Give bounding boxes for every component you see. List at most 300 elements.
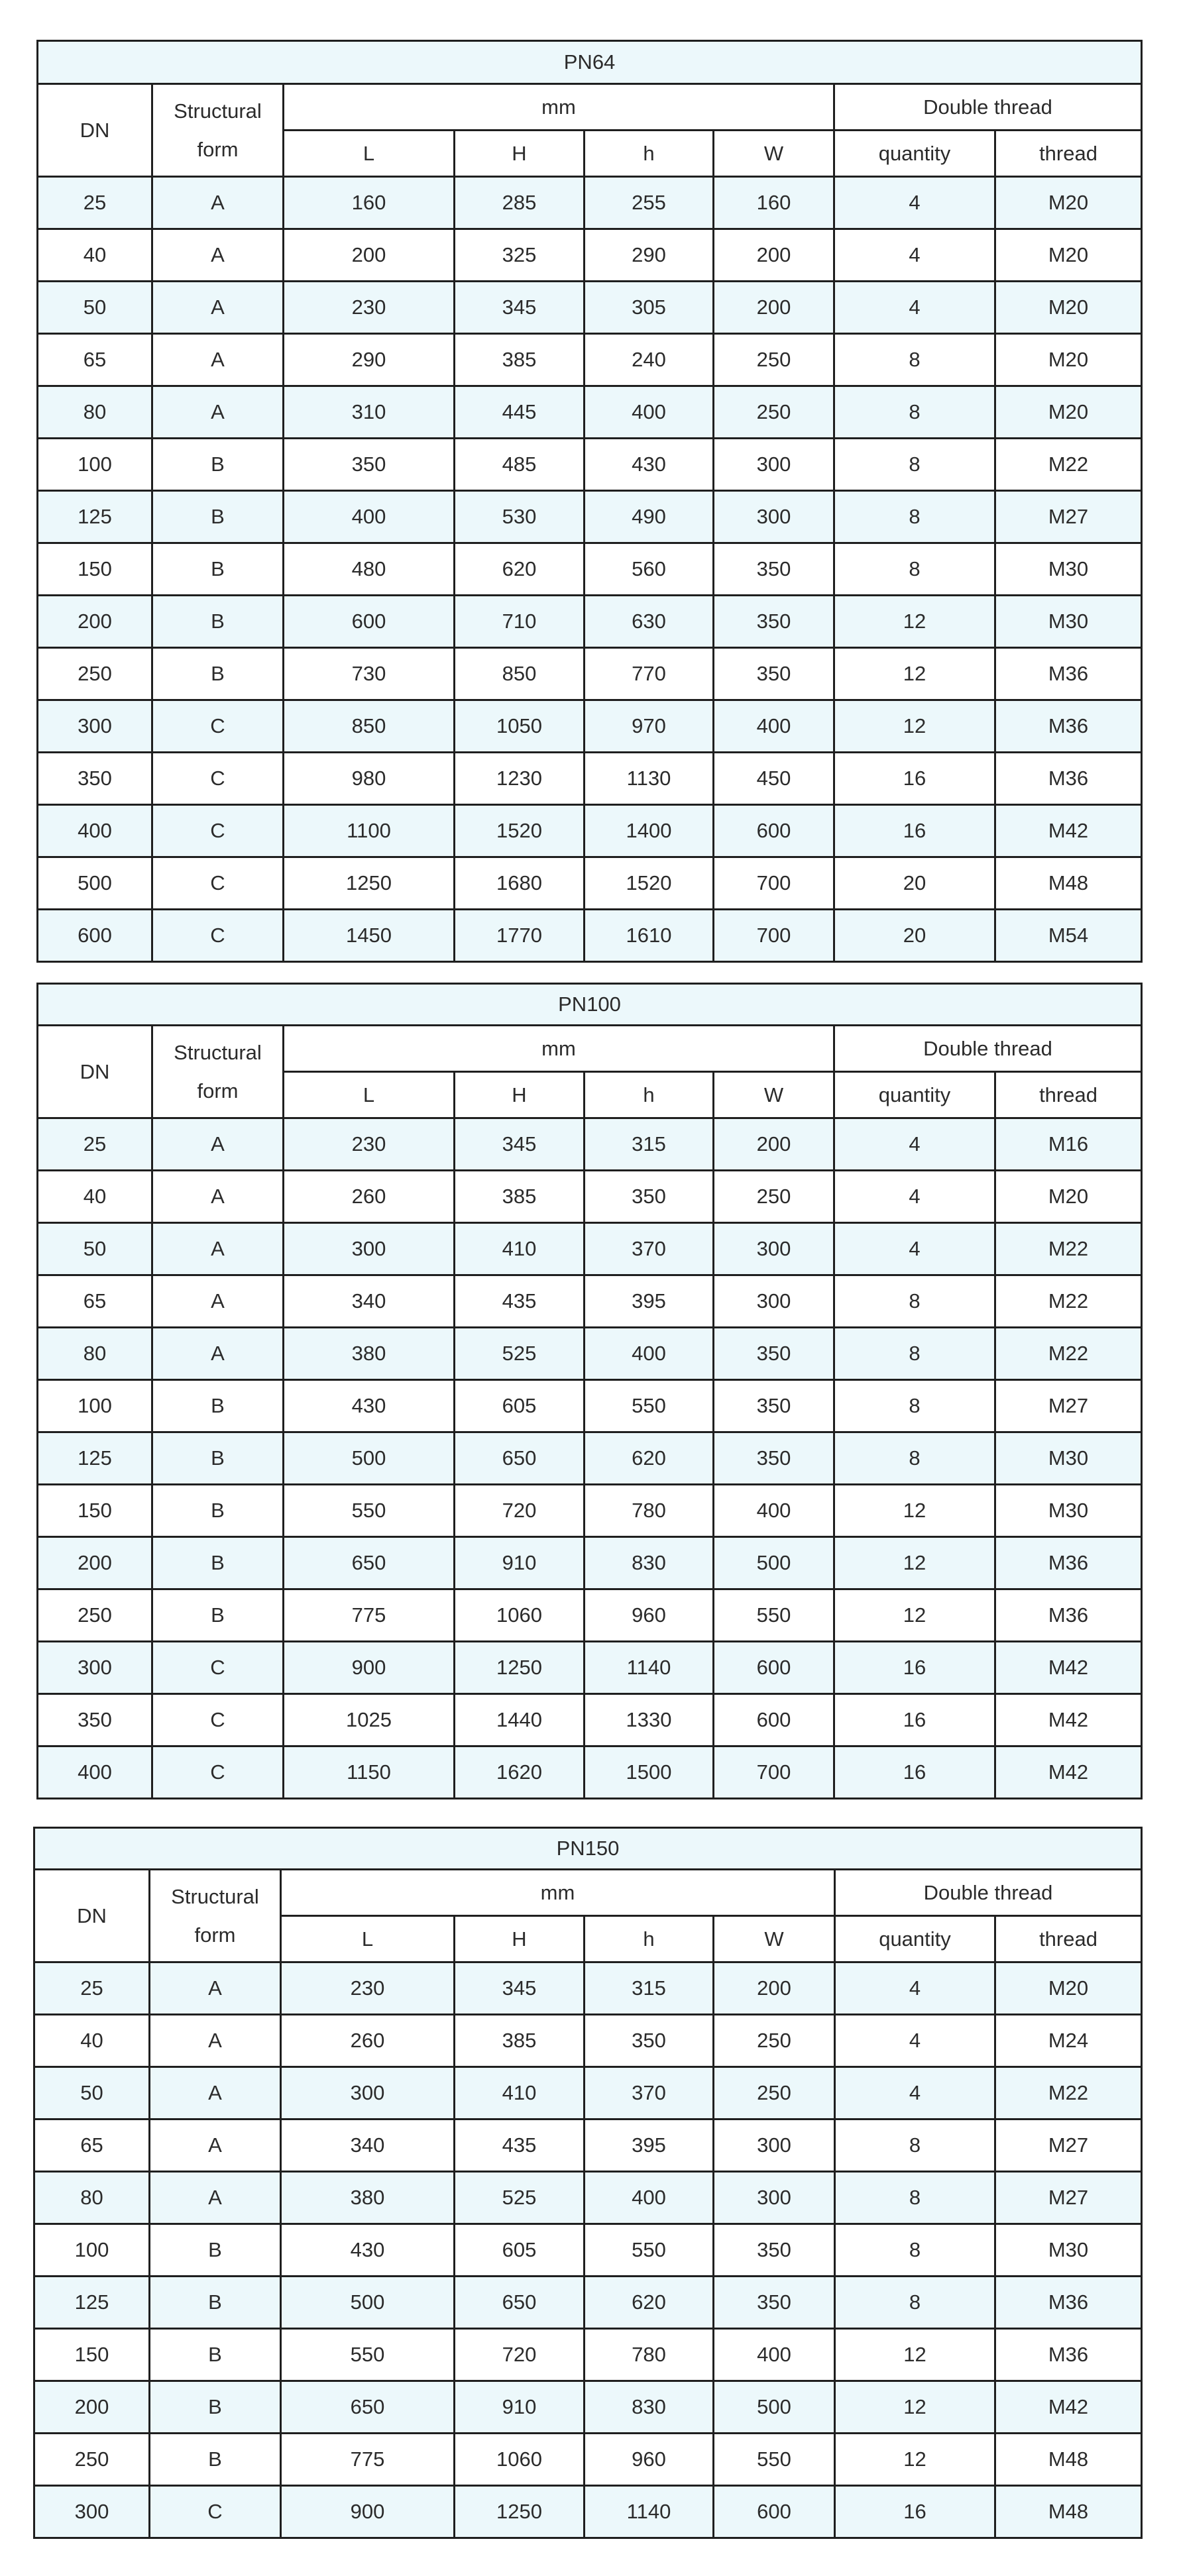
dn-header: DN (34, 1870, 150, 1962)
mm-header: mm (284, 1026, 834, 1072)
h-lower-cell: 620 (585, 1432, 714, 1485)
table-row (34, 1962, 1142, 2015)
l-cell: 500 (281, 2277, 455, 2329)
h-upper-cell: 1680 (455, 857, 585, 910)
h-lower-cell: 350 (585, 2015, 714, 2067)
h-lower-cell: 1500 (585, 1746, 714, 1799)
structural-form-cell: A (150, 2067, 281, 2120)
thread-cell: M27 (995, 2120, 1142, 2172)
h-lower-cell: 400 (585, 1328, 714, 1380)
dn-cell: 150 (38, 543, 152, 596)
l-cell: 775 (281, 2434, 455, 2486)
thread-cell: M42 (995, 805, 1142, 857)
h-upper-cell: 435 (455, 1275, 585, 1328)
thread-cell: M22 (995, 1223, 1142, 1275)
h-upper-cell: 1620 (455, 1746, 585, 1799)
table-row (34, 2172, 1142, 2224)
h-upper-cell: 1770 (455, 910, 585, 962)
structural-form-cell: A (152, 177, 284, 229)
w-cell: 350 (714, 2277, 835, 2329)
table-row (34, 2015, 1142, 2067)
l-cell: 300 (281, 2067, 455, 2120)
h-upper-cell: 720 (455, 2329, 585, 2381)
thread-header: thread (995, 1072, 1142, 1118)
table-body (38, 1118, 1142, 1799)
h-upper-cell: 410 (455, 1223, 585, 1275)
h-lower-cell: 395 (585, 2120, 714, 2172)
h-lower-cell: 395 (585, 1275, 714, 1328)
table-body (38, 177, 1142, 962)
w-header: W (714, 131, 834, 177)
h-lower-cell: 550 (585, 2224, 714, 2277)
thread-cell: M36 (995, 648, 1142, 700)
dn-cell: 25 (34, 1962, 150, 2015)
structural-form-cell: C (152, 700, 284, 753)
table-row (38, 1328, 1142, 1380)
h-lower-header: h (585, 1916, 714, 1962)
table-row (38, 543, 1142, 596)
thread-header: thread (995, 131, 1142, 177)
w-cell: 600 (714, 1694, 834, 1746)
h-lower-cell: 970 (585, 700, 714, 753)
table-row (38, 1537, 1142, 1589)
h-upper-cell: 850 (455, 648, 585, 700)
h-upper-cell: 445 (455, 386, 585, 439)
l-cell: 300 (284, 1223, 455, 1275)
quantity-cell: 12 (834, 1537, 995, 1589)
table-row (38, 1223, 1142, 1275)
quantity-cell: 8 (834, 334, 995, 386)
quantity-cell: 4 (834, 229, 995, 282)
table-row (38, 1432, 1142, 1485)
l-cell: 430 (284, 1380, 455, 1432)
h-upper-cell: 525 (455, 2172, 585, 2224)
w-cell: 350 (714, 1328, 834, 1380)
l-cell: 730 (284, 648, 455, 700)
thread-cell: M36 (995, 2329, 1142, 2381)
quantity-cell: 8 (835, 2120, 995, 2172)
quantity-cell: 8 (834, 1328, 995, 1380)
thread-cell: M16 (995, 1118, 1142, 1171)
dn-header: DN (38, 84, 152, 177)
structural-form-cell: B (152, 1537, 284, 1589)
h-lower-cell: 255 (585, 177, 714, 229)
h-upper-cell: 620 (455, 543, 585, 596)
h-upper-cell: 345 (455, 1962, 585, 2015)
quantity-cell: 8 (834, 543, 995, 596)
structural-form-cell: C (152, 857, 284, 910)
quantity-cell: 4 (834, 1118, 995, 1171)
quantity-cell: 4 (835, 2067, 995, 2120)
l-cell: 480 (284, 543, 455, 596)
double-thread-header: Double thread (834, 84, 1142, 131)
structural-form-cell: A (150, 1962, 281, 2015)
l-cell: 850 (284, 700, 455, 753)
l-cell: 1150 (284, 1746, 455, 1799)
table-row (38, 439, 1142, 491)
table-row (38, 805, 1142, 857)
dn-cell: 25 (38, 177, 152, 229)
quantity-cell: 16 (834, 1642, 995, 1694)
quantity-cell: 8 (834, 439, 995, 491)
l-cell: 340 (284, 1275, 455, 1328)
h-upper-cell: 385 (455, 2015, 585, 2067)
thread-cell: M30 (995, 596, 1142, 648)
table-row (34, 2434, 1142, 2486)
thread-cell: M54 (995, 910, 1142, 962)
dn-cell: 300 (38, 1642, 152, 1694)
w-cell: 600 (714, 1642, 834, 1694)
quantity-cell: 8 (835, 2277, 995, 2329)
thread-cell: M27 (995, 1380, 1142, 1432)
quantity-cell: 12 (834, 1485, 995, 1537)
h-upper-cell: 525 (455, 1328, 585, 1380)
w-cell: 450 (714, 753, 834, 805)
table-row (38, 177, 1142, 229)
l-cell: 650 (284, 1537, 455, 1589)
spec-table-pn150 (33, 1827, 1143, 2539)
dn-cell: 200 (38, 596, 152, 648)
structural-form-cell: A (152, 1328, 284, 1380)
w-cell: 400 (714, 700, 834, 753)
quantity-cell: 16 (834, 805, 995, 857)
h-lower-cell: 1330 (585, 1694, 714, 1746)
w-cell: 500 (714, 1537, 834, 1589)
quantity-cell: 4 (835, 1962, 995, 2015)
quantity-cell: 8 (834, 1275, 995, 1328)
dn-cell: 350 (38, 753, 152, 805)
h-lower-cell: 770 (585, 648, 714, 700)
table-row (38, 596, 1142, 648)
thread-cell: M20 (995, 177, 1142, 229)
w-cell: 350 (714, 543, 834, 596)
dn-cell: 250 (38, 1589, 152, 1642)
h-lower-cell: 960 (585, 2434, 714, 2486)
table-row (38, 491, 1142, 543)
h-lower-cell: 830 (585, 1537, 714, 1589)
w-cell: 200 (714, 229, 834, 282)
h-upper-cell: 605 (455, 2224, 585, 2277)
table-row (34, 2486, 1142, 2538)
thread-cell: M22 (995, 439, 1142, 491)
w-cell: 200 (714, 1962, 835, 2015)
table-row (38, 700, 1142, 753)
quantity-cell: 12 (835, 2434, 995, 2486)
w-cell: 700 (714, 857, 834, 910)
quantity-cell: 8 (835, 2172, 995, 2224)
dn-cell: 25 (38, 1118, 152, 1171)
l-cell: 230 (284, 1118, 455, 1171)
structural-form-cell: A (150, 2172, 281, 2224)
w-cell: 550 (714, 1589, 834, 1642)
thread-cell: M36 (995, 1537, 1142, 1589)
structural-form-cell: A (152, 1171, 284, 1223)
dn-cell: 80 (38, 386, 152, 439)
w-header: W (714, 1072, 834, 1118)
l-cell: 290 (284, 334, 455, 386)
h-lower-cell: 315 (585, 1962, 714, 2015)
quantity-cell: 16 (834, 1746, 995, 1799)
h-lower-cell: 1400 (585, 805, 714, 857)
h-lower-cell: 400 (585, 386, 714, 439)
w-cell: 250 (714, 2067, 835, 2120)
thread-cell: M36 (995, 1589, 1142, 1642)
h-upper-cell: 910 (455, 2381, 585, 2434)
l-cell: 900 (284, 1642, 455, 1694)
quantity-cell: 4 (834, 177, 995, 229)
h-lower-cell: 630 (585, 596, 714, 648)
l-cell: 650 (281, 2381, 455, 2434)
table-row (38, 1589, 1142, 1642)
mm-header: mm (284, 84, 834, 131)
table-row (38, 1171, 1142, 1223)
h-lower-cell: 240 (585, 334, 714, 386)
h-upper-cell: 710 (455, 596, 585, 648)
table-row (34, 2224, 1142, 2277)
h-upper-cell: 435 (455, 2120, 585, 2172)
structural-form-cell: C (150, 2486, 281, 2538)
dn-cell: 300 (34, 2486, 150, 2538)
quantity-cell: 12 (834, 700, 995, 753)
w-cell: 400 (714, 2329, 835, 2381)
quantity-cell: 8 (834, 1432, 995, 1485)
h-lower-cell: 315 (585, 1118, 714, 1171)
thread-cell: M22 (995, 2067, 1142, 2120)
dn-cell: 100 (34, 2224, 150, 2277)
thread-cell: M42 (995, 1694, 1142, 1746)
dn-cell: 125 (38, 491, 152, 543)
dn-header: DN (38, 1026, 152, 1118)
table-row (38, 1694, 1142, 1746)
l-cell: 230 (281, 1962, 455, 2015)
dn-cell: 100 (38, 1380, 152, 1432)
mm-header: mm (281, 1870, 835, 1916)
l-cell: 400 (284, 491, 455, 543)
l-cell: 380 (284, 1328, 455, 1380)
l-header: L (281, 1916, 455, 1962)
table-row (38, 1118, 1142, 1171)
l-cell: 500 (284, 1432, 455, 1485)
h-lower-cell: 1130 (585, 753, 714, 805)
h-lower-header: h (585, 131, 714, 177)
thread-cell: M20 (995, 1962, 1142, 2015)
structural-form-cell: B (152, 1432, 284, 1485)
l-cell: 550 (281, 2329, 455, 2381)
h-upper-cell: 1060 (455, 1589, 585, 1642)
l-cell: 430 (281, 2224, 455, 2277)
h-upper-cell: 325 (455, 229, 585, 282)
h-upper-cell: 385 (455, 334, 585, 386)
structural-form-cell: B (152, 1380, 284, 1432)
h-lower-cell: 830 (585, 2381, 714, 2434)
table-row (38, 648, 1142, 700)
table-row (38, 282, 1142, 334)
h-upper-cell: 605 (455, 1380, 585, 1432)
table-row (38, 910, 1142, 962)
table-row (38, 1485, 1142, 1537)
table-title: PN100 (38, 984, 1142, 1026)
table-row (38, 1275, 1142, 1328)
w-cell: 600 (714, 805, 834, 857)
thread-cell: M22 (995, 1328, 1142, 1380)
structural-form-cell: B (152, 491, 284, 543)
l-cell: 980 (284, 753, 455, 805)
thread-cell: M20 (995, 229, 1142, 282)
h-upper-cell: 1050 (455, 700, 585, 753)
dn-cell: 200 (34, 2381, 150, 2434)
quantity-header: quantity (834, 1072, 995, 1118)
structural-form-cell: B (152, 439, 284, 491)
l-cell: 380 (281, 2172, 455, 2224)
w-cell: 160 (714, 177, 834, 229)
dn-cell: 250 (38, 648, 152, 700)
thread-cell: M48 (995, 2486, 1142, 2538)
quantity-cell: 16 (834, 1694, 995, 1746)
h-lower-cell: 490 (585, 491, 714, 543)
h-upper-cell: 1250 (455, 1642, 585, 1694)
double-thread-header: Double thread (834, 1026, 1142, 1072)
spec-table-pn64 (36, 40, 1143, 963)
dn-cell: 600 (38, 910, 152, 962)
l-cell: 260 (281, 2015, 455, 2067)
dn-cell: 125 (34, 2277, 150, 2329)
table-row (38, 1642, 1142, 1694)
structural-form-cell: B (152, 596, 284, 648)
table-row (38, 229, 1142, 282)
table-title: PN64 (38, 41, 1142, 84)
dn-cell: 125 (38, 1432, 152, 1485)
l-cell: 310 (284, 386, 455, 439)
l-cell: 200 (284, 229, 455, 282)
thread-cell: M22 (995, 1275, 1142, 1328)
h-upper-cell: 345 (455, 282, 585, 334)
h-upper-header: H (455, 131, 585, 177)
h-lower-cell: 1520 (585, 857, 714, 910)
quantity-cell: 16 (835, 2486, 995, 2538)
w-header: W (714, 1916, 835, 1962)
thread-cell: M30 (995, 2224, 1142, 2277)
dn-cell: 40 (34, 2015, 150, 2067)
h-lower-cell: 550 (585, 1380, 714, 1432)
h-upper-header: H (455, 1072, 585, 1118)
l-cell: 160 (284, 177, 455, 229)
h-upper-cell: 410 (455, 2067, 585, 2120)
thread-cell: M20 (995, 282, 1142, 334)
table-row (34, 2329, 1142, 2381)
l-cell: 1100 (284, 805, 455, 857)
dn-cell: 500 (38, 857, 152, 910)
h-lower-cell: 1140 (585, 2486, 714, 2538)
h-upper-cell: 1440 (455, 1694, 585, 1746)
structural-form-cell: A (150, 2015, 281, 2067)
dn-cell: 50 (38, 1223, 152, 1275)
h-lower-cell: 370 (585, 1223, 714, 1275)
dn-cell: 80 (38, 1328, 152, 1380)
h-lower-cell: 350 (585, 1171, 714, 1223)
w-cell: 300 (714, 1275, 834, 1328)
dn-cell: 65 (34, 2120, 150, 2172)
w-cell: 250 (714, 2015, 835, 2067)
l-cell: 600 (284, 596, 455, 648)
structural-form-cell: A (152, 1275, 284, 1328)
w-cell: 200 (714, 1118, 834, 1171)
double-thread-header: Double thread (835, 1870, 1142, 1916)
table-row (38, 1746, 1142, 1799)
spec-table-pn100 (36, 983, 1143, 1799)
table-row (38, 753, 1142, 805)
structural-form-header: Structural form (152, 1026, 284, 1118)
h-upper-cell: 385 (455, 1171, 585, 1223)
structural-form-cell: C (152, 910, 284, 962)
thread-cell: M42 (995, 1746, 1142, 1799)
thread-cell: M48 (995, 2434, 1142, 2486)
thread-cell: M30 (995, 1432, 1142, 1485)
h-upper-cell: 650 (455, 2277, 585, 2329)
w-cell: 400 (714, 1485, 834, 1537)
w-cell: 350 (714, 1380, 834, 1432)
structural-form-cell: C (152, 1642, 284, 1694)
table-row (34, 2067, 1142, 2120)
structural-form-cell: C (152, 805, 284, 857)
h-lower-cell: 780 (585, 1485, 714, 1537)
dn-cell: 65 (38, 334, 152, 386)
quantity-cell: 12 (834, 1589, 995, 1642)
structural-form-cell: B (150, 2277, 281, 2329)
thread-cell: M20 (995, 334, 1142, 386)
dn-cell: 150 (34, 2329, 150, 2381)
thread-header: thread (995, 1916, 1142, 1962)
quantity-cell: 8 (834, 491, 995, 543)
dn-cell: 400 (38, 1746, 152, 1799)
table-title: PN150 (34, 1828, 1142, 1870)
l-cell: 260 (284, 1171, 455, 1223)
dn-cell: 50 (38, 282, 152, 334)
w-cell: 300 (714, 439, 834, 491)
structural-form-cell: B (150, 2381, 281, 2434)
h-upper-cell: 650 (455, 1432, 585, 1485)
structural-form-cell: C (152, 753, 284, 805)
dn-cell: 150 (38, 1485, 152, 1537)
table-row (34, 2120, 1142, 2172)
h-lower-cell: 370 (585, 2067, 714, 2120)
table-body (34, 1962, 1142, 2538)
w-cell: 700 (714, 910, 834, 962)
w-cell: 200 (714, 282, 834, 334)
w-cell: 350 (714, 596, 834, 648)
thread-cell: M30 (995, 1485, 1142, 1537)
quantity-header: quantity (834, 131, 995, 177)
thread-cell: M36 (995, 2277, 1142, 2329)
dn-cell: 400 (38, 805, 152, 857)
structural-form-cell: A (152, 229, 284, 282)
w-cell: 250 (714, 334, 834, 386)
structural-form-cell: B (152, 1589, 284, 1642)
h-upper-cell: 1230 (455, 753, 585, 805)
w-cell: 700 (714, 1746, 834, 1799)
dn-cell: 100 (38, 439, 152, 491)
quantity-cell: 20 (834, 857, 995, 910)
thread-cell: M30 (995, 543, 1142, 596)
l-cell: 230 (284, 282, 455, 334)
dn-cell: 250 (34, 2434, 150, 2486)
structural-form-cell: A (152, 282, 284, 334)
thread-cell: M27 (995, 491, 1142, 543)
structural-form-cell: A (152, 1118, 284, 1171)
h-lower-header: h (585, 1072, 714, 1118)
thread-cell: M36 (995, 700, 1142, 753)
w-cell: 350 (714, 1432, 834, 1485)
dn-cell: 65 (38, 1275, 152, 1328)
